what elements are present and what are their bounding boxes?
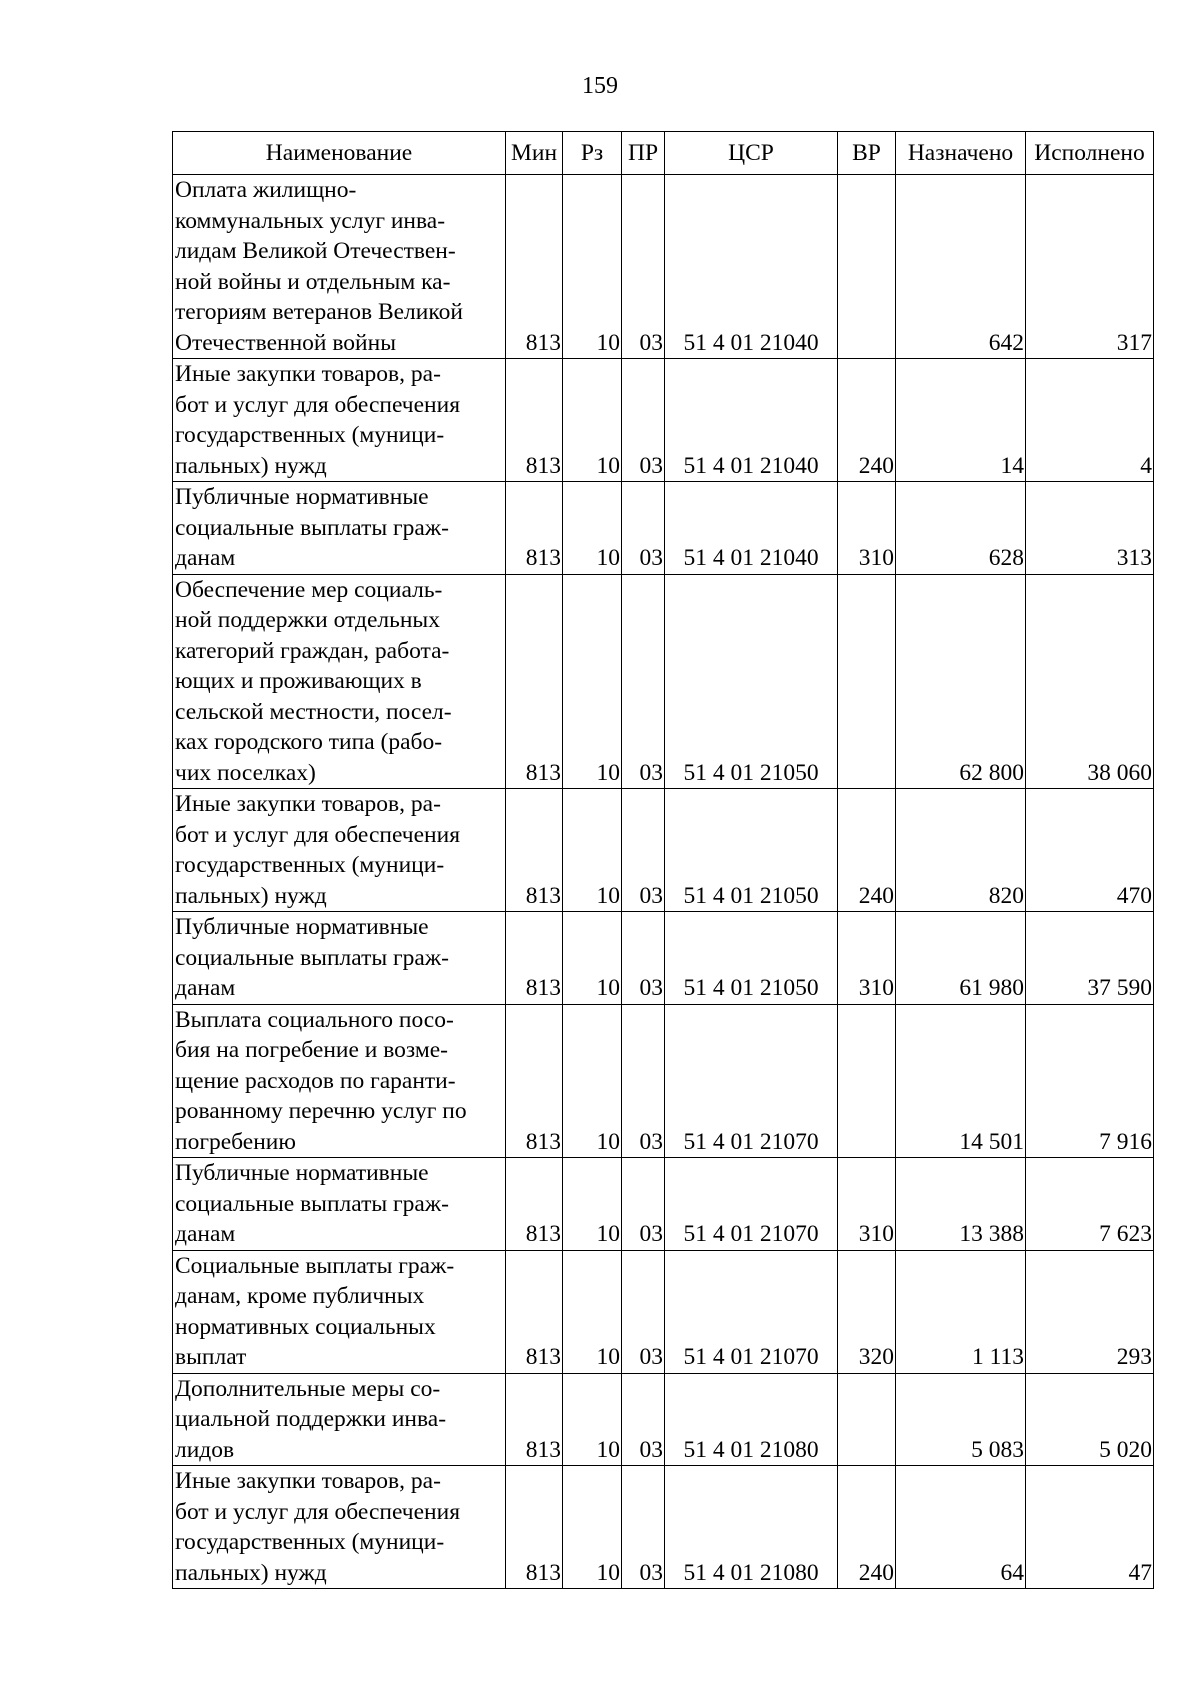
cell-name <box>173 482 506 575</box>
name-line: социальные выплаты граж- <box>175 514 449 541</box>
cell-pr: 03 <box>622 482 665 575</box>
cell-min: 813 <box>506 1004 563 1158</box>
cell-rz: 10 <box>563 1158 622 1251</box>
name-line: данам <box>175 1221 236 1247</box>
cell-csr: 51 4 01 21070 <box>665 1250 838 1373</box>
cell-name <box>173 912 506 1005</box>
name-line: щение расходов по гаранти- <box>175 1067 456 1094</box>
cell-pr: 03 <box>622 1158 665 1251</box>
header-assigned: Назначено <box>896 132 1026 175</box>
table-row <box>173 1373 1154 1466</box>
cell-name <box>173 1004 506 1158</box>
name-line: лидам Великой Отечествен- <box>175 238 456 264</box>
name-line: выплат <box>175 1344 247 1370</box>
cell-csr: 51 4 01 21070 <box>665 1158 838 1251</box>
name-line: категорий граждан, работа- <box>175 637 450 664</box>
cell-pr: 03 <box>622 175 665 359</box>
name-line: Публичные нормативные <box>175 1160 429 1186</box>
cell-vr: 240 <box>838 789 896 912</box>
cell-executed: 5 020 <box>1026 1373 1154 1466</box>
cell-name <box>173 1466 506 1589</box>
name-line: тегориям ветеранов Великой <box>175 299 463 325</box>
name-line: социальные выплаты граж- <box>175 1190 449 1217</box>
name-line: погребению <box>175 1128 296 1155</box>
cell-vr: 320 <box>838 1250 896 1373</box>
cell-rz: 10 <box>563 359 622 482</box>
cell-pr: 03 <box>622 359 665 482</box>
cell-rz: 10 <box>563 1004 622 1158</box>
cell-vr: 310 <box>838 912 896 1005</box>
name-line: ной войны и отдельным ка- <box>175 268 451 295</box>
cell-vr <box>838 1373 896 1466</box>
cell-pr: 03 <box>622 1004 665 1158</box>
cell-min: 813 <box>506 175 563 359</box>
cell-pr: 03 <box>622 574 665 789</box>
name-line: данам <box>175 975 236 1001</box>
cell-csr: 51 4 01 21080 <box>665 1373 838 1466</box>
cell-assigned: 14 <box>896 359 1026 482</box>
cell-executed: 38 060 <box>1026 574 1154 789</box>
header-csr: ЦСР <box>665 132 838 175</box>
cell-min: 813 <box>506 1158 563 1251</box>
cell-csr: 51 4 01 21070 <box>665 1004 838 1158</box>
name-line: Обеспечение мер социаль- <box>175 576 443 603</box>
name-line: циальной поддержки инва- <box>175 1406 447 1432</box>
cell-assigned: 1 113 <box>896 1250 1026 1373</box>
cell-csr: 51 4 01 21040 <box>665 175 838 359</box>
cell-pr: 03 <box>622 1466 665 1589</box>
table-row <box>173 912 1154 1005</box>
table-body <box>173 175 1154 1589</box>
page-number: 159 <box>582 73 618 99</box>
cell-vr <box>838 574 896 789</box>
name-line: ной поддержки отдельных <box>175 607 440 633</box>
name-line: пальных) нужд <box>175 882 327 909</box>
table-row <box>173 574 1154 789</box>
name-line: коммунальных услуг инва- <box>175 207 446 234</box>
cell-executed: 470 <box>1026 789 1154 912</box>
name-line: пальных) нужд <box>175 452 327 479</box>
name-line: Отечественной войны <box>175 329 396 356</box>
name-line: Публичные нормативные <box>175 484 429 510</box>
table-row <box>173 175 1154 359</box>
cell-assigned: 64 <box>896 1466 1026 1589</box>
name-line: ках городского типа (рабо- <box>175 729 443 755</box>
name-line: социальные выплаты граж- <box>175 944 449 971</box>
name-line: Дополнительные меры со- <box>175 1375 441 1402</box>
name-line: Иные закупки товаров, ра- <box>175 1468 441 1494</box>
name-line: бот и услуг для обеспечения <box>175 821 461 848</box>
cell-name <box>173 359 506 482</box>
name-line: государственных (муници- <box>175 852 445 878</box>
cell-vr: 240 <box>838 1466 896 1589</box>
table-header-row <box>173 132 1154 175</box>
table-row <box>173 359 1154 482</box>
cell-vr: 240 <box>838 359 896 482</box>
cell-assigned: 820 <box>896 789 1026 912</box>
table-row <box>173 789 1154 912</box>
cell-name <box>173 175 506 359</box>
cell-pr: 03 <box>622 1250 665 1373</box>
cell-rz: 10 <box>563 1373 622 1466</box>
cell-min: 813 <box>506 1373 563 1466</box>
name-line: Иные закупки товаров, ра- <box>175 791 441 817</box>
cell-name <box>173 1373 506 1466</box>
name-line: пальных) нужд <box>175 1559 327 1586</box>
cell-vr <box>838 1004 896 1158</box>
cell-min: 813 <box>506 1466 563 1589</box>
name-line: лидов <box>175 1436 235 1463</box>
name-line: государственных (муници- <box>175 422 445 448</box>
cell-executed: 37 590 <box>1026 912 1154 1005</box>
name-line: Выплата социального посо- <box>175 1006 454 1033</box>
cell-vr <box>838 175 896 359</box>
cell-assigned: 14 501 <box>896 1004 1026 1158</box>
name-line: Иные закупки товаров, ра- <box>175 361 441 387</box>
cell-rz: 10 <box>563 789 622 912</box>
cell-vr: 310 <box>838 1158 896 1251</box>
table-row <box>173 1004 1154 1158</box>
cell-assigned: 62 800 <box>896 574 1026 789</box>
cell-executed: 47 <box>1026 1466 1154 1589</box>
cell-assigned: 628 <box>896 482 1026 575</box>
cell-rz: 10 <box>563 574 622 789</box>
name-line: данам <box>175 545 236 571</box>
cell-csr: 51 4 01 21040 <box>665 482 838 575</box>
name-line: сельской местности, посел- <box>175 698 452 725</box>
cell-name <box>173 574 506 789</box>
cell-assigned: 642 <box>896 175 1026 359</box>
cell-name <box>173 789 506 912</box>
cell-vr: 310 <box>838 482 896 575</box>
budget-table <box>172 131 1154 1589</box>
name-line: рованному перечню услуг по <box>175 1098 467 1124</box>
header-executed: Исполнено <box>1026 132 1154 175</box>
cell-csr: 51 4 01 21050 <box>665 912 838 1005</box>
cell-rz: 10 <box>563 1250 622 1373</box>
cell-csr: 51 4 01 21040 <box>665 359 838 482</box>
cell-pr: 03 <box>622 1373 665 1466</box>
cell-rz: 10 <box>563 912 622 1005</box>
cell-rz: 10 <box>563 1466 622 1589</box>
name-line: государственных (муници- <box>175 1529 445 1555</box>
cell-rz: 10 <box>563 175 622 359</box>
cell-min: 813 <box>506 574 563 789</box>
header-min: Мин <box>506 132 563 175</box>
cell-rz: 10 <box>563 482 622 575</box>
cell-min: 813 <box>506 912 563 1005</box>
name-line: бот и услуг для обеспечения <box>175 391 461 418</box>
cell-executed: 7 623 <box>1026 1158 1154 1251</box>
cell-assigned: 5 083 <box>896 1373 1026 1466</box>
table-row <box>173 1466 1154 1589</box>
name-line: Публичные нормативные <box>175 914 429 940</box>
cell-name <box>173 1158 506 1251</box>
cell-executed: 313 <box>1026 482 1154 575</box>
name-line: нормативных социальных <box>175 1313 436 1340</box>
cell-pr: 03 <box>622 789 665 912</box>
cell-executed: 4 <box>1026 359 1154 482</box>
cell-executed: 7 916 <box>1026 1004 1154 1158</box>
name-line: бот и услуг для обеспечения <box>175 1498 461 1525</box>
table-row <box>173 482 1154 575</box>
name-line: Социальные выплаты граж- <box>175 1252 455 1279</box>
header-vr: ВР <box>838 132 896 175</box>
header-rz: Рз <box>563 132 622 175</box>
cell-assigned: 13 388 <box>896 1158 1026 1251</box>
cell-min: 813 <box>506 482 563 575</box>
cell-executed: 317 <box>1026 175 1154 359</box>
name-line: чих поселках) <box>175 759 316 786</box>
table-row <box>173 1158 1154 1251</box>
cell-min: 813 <box>506 1250 563 1373</box>
cell-assigned: 61 980 <box>896 912 1026 1005</box>
cell-min: 813 <box>506 359 563 482</box>
cell-executed: 293 <box>1026 1250 1154 1373</box>
cell-name <box>173 1250 506 1373</box>
name-line: бия на погребение и возме- <box>175 1037 448 1063</box>
table-row <box>173 1250 1154 1373</box>
cell-pr: 03 <box>622 912 665 1005</box>
header-pr: ПР <box>622 132 665 175</box>
name-line: Оплата жилищно- <box>175 177 357 203</box>
cell-csr: 51 4 01 21050 <box>665 574 838 789</box>
cell-min: 813 <box>506 789 563 912</box>
name-line: данам, кроме публичных <box>175 1283 425 1309</box>
header-name: Наименование <box>173 132 506 175</box>
cell-csr: 51 4 01 21050 <box>665 789 838 912</box>
cell-csr: 51 4 01 21080 <box>665 1466 838 1589</box>
name-line: ющих и проживающих в <box>175 668 422 694</box>
